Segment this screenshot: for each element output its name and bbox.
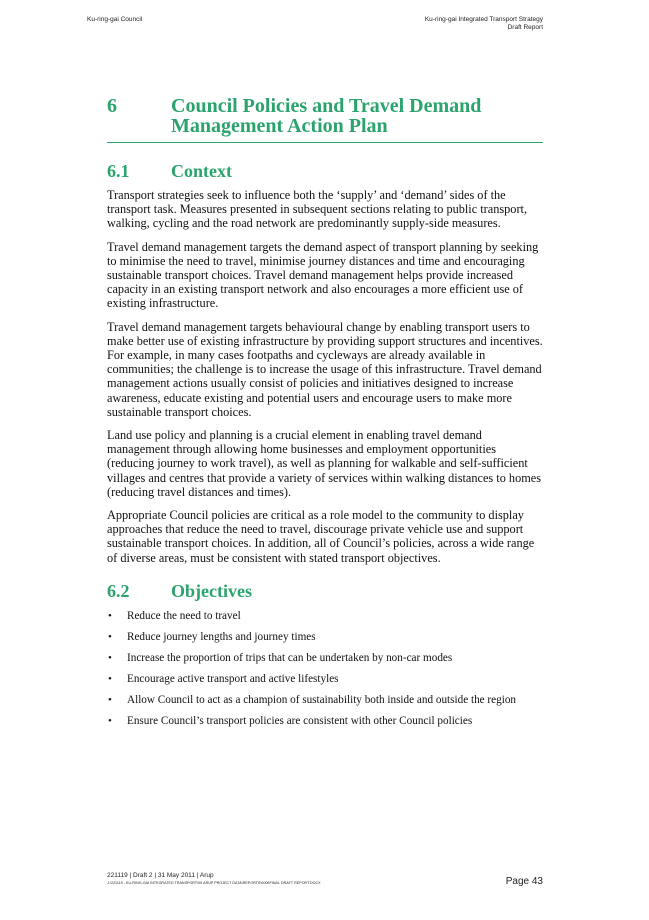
section-number: 6.2: [107, 580, 130, 601]
bullet-icon: •: [108, 714, 112, 727]
list-item: [107, 693, 543, 707]
section-title: Objectives: [171, 580, 252, 601]
chapter-title-line1: Council Policies and Travel Demand: [171, 95, 482, 117]
chapter-title-line2: Management Action Plan: [171, 115, 388, 137]
footer: [107, 871, 321, 886]
bullet-icon: •: [108, 651, 112, 664]
running-header-left: [87, 16, 142, 24]
section-heading-context: [107, 161, 543, 181]
list-item-text: Increase the proportion of trips that can be undertaken by non-car modes: [127, 651, 453, 664]
header-doc-status: Draft Report: [507, 24, 543, 31]
section-number: 6.1: [107, 161, 130, 181]
chapter-title: [171, 96, 481, 136]
chapter-heading: [107, 96, 543, 143]
list-item: [107, 609, 543, 623]
bullet-icon: •: [108, 630, 112, 643]
list-item: [107, 672, 543, 686]
page-content: [107, 96, 543, 735]
chapter-number: 6: [107, 95, 117, 117]
objectives-list: [107, 609, 543, 728]
bullet-icon: •: [108, 609, 112, 622]
paragraph: Transport strategies seek to influence both the ‘supply’ and ‘demand’ sides of the transport task. Measures presented in subsequent sections relating to public transport, walking, cycling and the road network are predominantly supply-side measures.: [107, 188, 528, 231]
paragraph: Land use policy and planning is a crucial element in enabling travel demand management through allowing home businesses and employment opportunities (reducing journey to work travel), as well as planning for walkable and self-sufficient villages and centres that provide a variety of services within walking distances to homes (reducing travel distances and times).: [107, 428, 542, 499]
list-item: [107, 714, 543, 728]
footer-file-path: J:\221119 - KU-RING-GAI INTEGRATED TRANSPORT\05 ARUP PROJECT DATA\REPORTS\0006FINAL DRAFT REPORT.DOCX: [107, 881, 321, 885]
footer-doc-info: 221119 | Draft 2 | 31 May 2011 | Arup: [107, 872, 214, 879]
bullet-icon: •: [108, 693, 112, 706]
list-item-text: Encourage active transport and active lifestyles: [127, 672, 339, 685]
page-number: Page 43: [505, 876, 543, 887]
paragraph: Travel demand management targets the demand aspect of transport planning by seeking to minimise the need to travel, minimise journey distances and time and encouraging sustainable transport choices. Travel demand management helps provide increased capacity in an existing transport network and also encourages a more efficient use of existing infrastructure.: [107, 239, 539, 311]
running-header-right: [425, 16, 543, 32]
header-org: Ku-ring-gai Council: [87, 16, 143, 23]
list-item: [107, 651, 543, 665]
bullet-icon: •: [108, 672, 112, 685]
section-heading-objectives: [107, 581, 543, 601]
section-title: Context: [171, 161, 232, 181]
paragraph: Travel demand management targets behavioural change by enabling transport users to make better use of existing infrastructure by providing support structures and incentives. For example, in many cases footpaths and cycleways are already available in communities; the challenge is to increase the usage of this infrastructure. Travel demand management actions usually consist of policies and initiatives designed to increase awareness, educate existing and potential users and encourage users to make more sustainable transport choices.: [107, 319, 543, 419]
paragraph: Appropriate Council policies are critical as a role model to the community to display approaches that reduce the need to travel, discourage private vehicle use and support sustainable transport choices. In addition, all of Council’s policies, across a wide range of diverse areas, must be consistent with stated transport objectives.: [107, 508, 535, 565]
list-item-text: Reduce journey lengths and journey times: [127, 630, 316, 643]
list-item: [107, 630, 543, 644]
list-item-text: Allow Council to act as a champion of sustainability both inside and outside the region: [127, 693, 517, 706]
list-item-text: Reduce the need to travel: [127, 609, 241, 622]
list-item-text: Ensure Council’s transport policies are consistent with other Council policies: [127, 714, 473, 727]
header-doc-title: Ku-ring-gai Integrated Transport Strategy: [424, 16, 543, 23]
